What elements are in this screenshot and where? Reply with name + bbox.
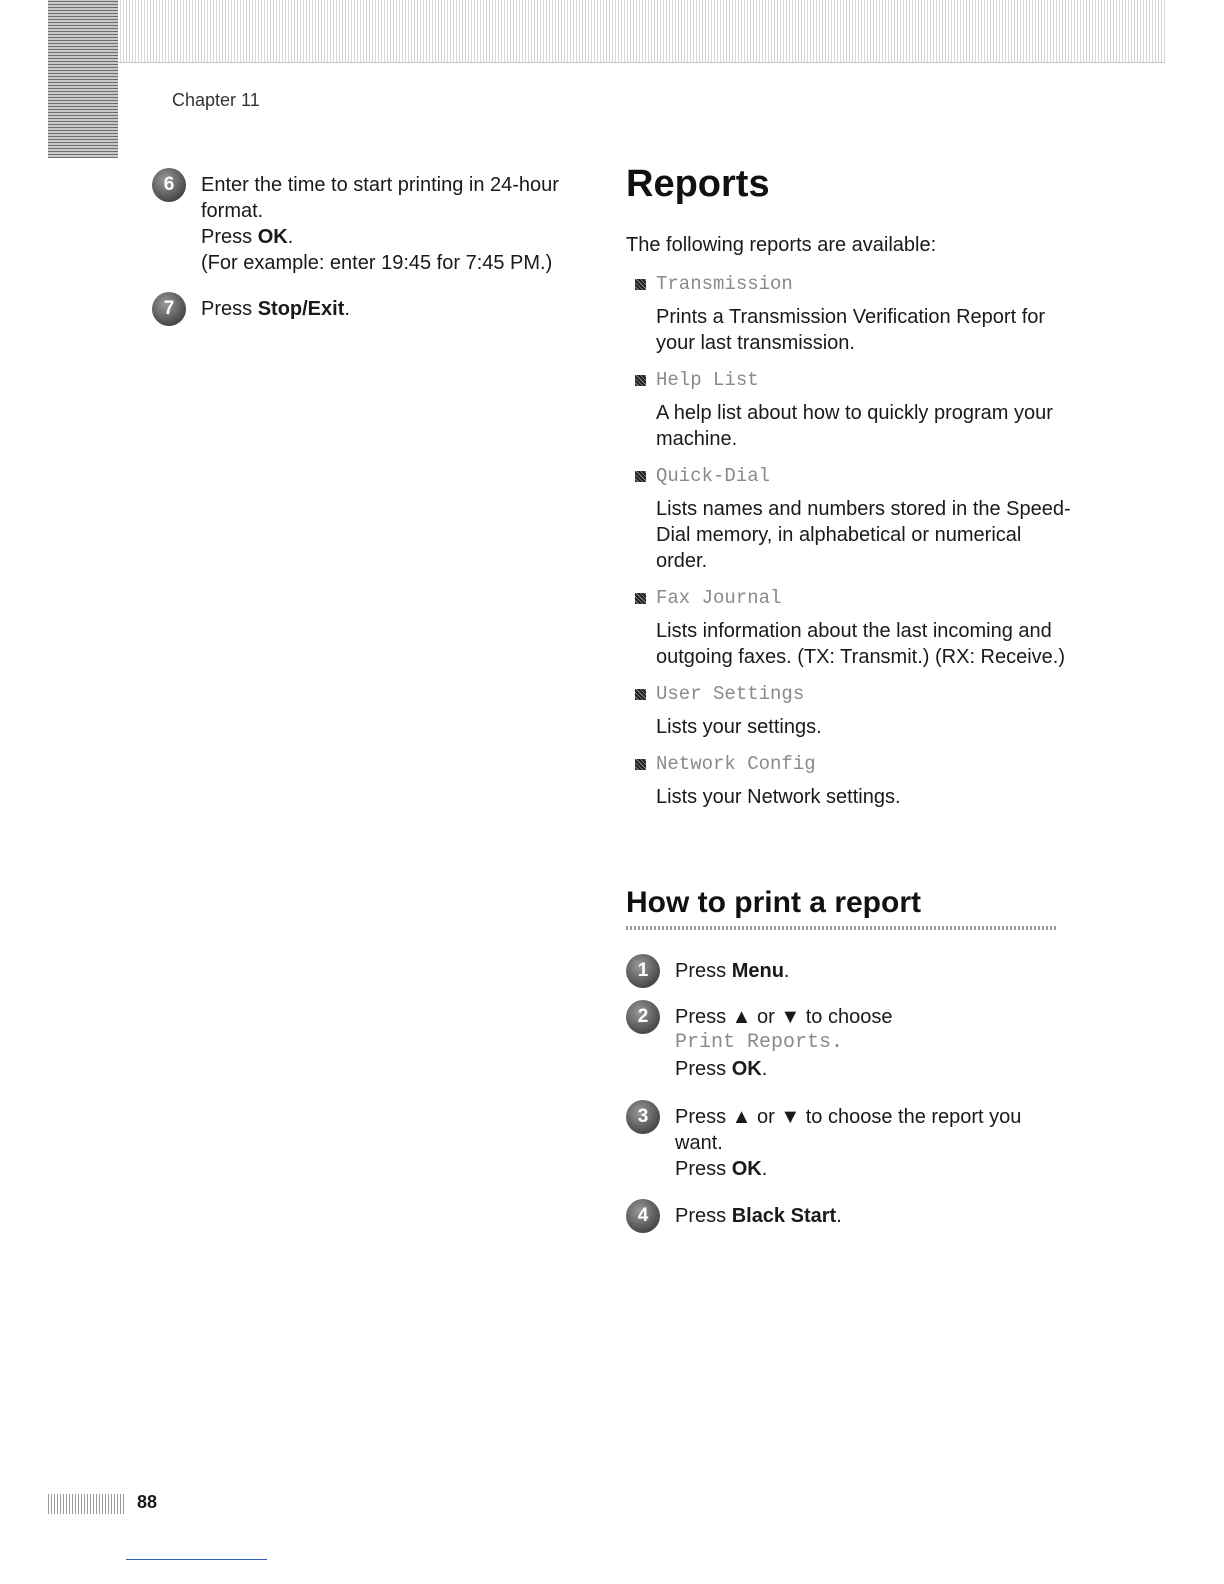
report-item-network-config (635, 750, 1095, 810)
step-text (675, 1004, 892, 1082)
footer-rule (126, 1559, 267, 1560)
step-number-badge: 3 (626, 1100, 660, 1134)
step-line: Press Menu. (675, 960, 790, 982)
step-number-badge: 6 (152, 168, 186, 202)
chapter-label: Chapter 11 (172, 90, 260, 110)
report-item-quick-dial (635, 462, 1095, 574)
step-line: want. (675, 1132, 723, 1154)
step-text (201, 172, 559, 276)
step-line: Press OK. (675, 1158, 768, 1180)
step-text (675, 958, 789, 984)
step-number-badge: 1 (626, 954, 660, 988)
header-band (48, 0, 1165, 63)
key-label: Menu (731, 960, 784, 982)
report-name: Help List (656, 369, 759, 391)
report-name: User Settings (656, 683, 805, 705)
key-label: Black Start (731, 1205, 837, 1227)
step-line: Press OK. (201, 226, 294, 248)
bullet-icon (635, 689, 646, 700)
report-name: Fax Journal (656, 587, 782, 609)
key-label: OK (731, 1158, 762, 1180)
report-item-user-settings (635, 680, 1095, 740)
key-label: Stop/Exit (257, 298, 345, 320)
lcd-menu-text: Print Reports. (675, 1031, 844, 1054)
report-item-fax-journal (635, 584, 1095, 670)
reports-intro: The following reports are available: (626, 234, 937, 256)
step-7 (152, 296, 582, 326)
step-line: Press Black Start. (675, 1205, 842, 1227)
step-line: Press Stop/Exit. (201, 298, 350, 320)
report-description: Lists your settings. (656, 716, 822, 738)
bullet-icon (635, 759, 646, 770)
step-6 (152, 172, 582, 276)
report-list (635, 270, 1095, 820)
report-description: Lists information about the last incoming and outgoing faxes. (TX: Transmit.) (RX: Receive.) (656, 620, 1066, 668)
step-line: format. (201, 200, 264, 222)
chapter-tab-block (48, 0, 118, 158)
key-label: OK (257, 226, 288, 248)
report-name: Transmission (656, 273, 793, 295)
step-line: (For example: enter 19:45 for 7:45 PM.) (201, 252, 553, 274)
report-description: Lists your Network settings. (656, 786, 901, 808)
step-text (675, 1104, 1021, 1182)
report-name: Quick-Dial (656, 465, 771, 487)
step-line: Press OK. (675, 1058, 768, 1080)
page-number: 88 (137, 1492, 158, 1512)
report-description: A help list about how to quickly program your machine. (656, 402, 1053, 450)
step-text (675, 1203, 842, 1229)
report-name: Network Config (656, 753, 816, 775)
report-item-help-list (635, 366, 1095, 452)
step-text (201, 296, 350, 322)
bullet-icon (635, 375, 646, 386)
step-line: Press ▲ or ▼ to choose (675, 1006, 893, 1028)
bullet-icon (635, 279, 646, 290)
key-label: OK (731, 1058, 762, 1080)
howto-step-1 (626, 958, 1086, 988)
bullet-icon (635, 593, 646, 604)
step-number-badge: 7 (152, 292, 186, 326)
step-line: Enter the time to start printing in 24-hour (201, 174, 559, 196)
step-number-badge: 2 (626, 1000, 660, 1034)
report-item-transmission (635, 270, 1095, 356)
report-description: Prints a Transmission Verification Report for your last transmission. (656, 306, 1046, 354)
step-line: Press ▲ or ▼ to choose the report you (675, 1106, 1022, 1128)
section-title-how-to-print: How to print a report (626, 886, 921, 919)
howto-step-4 (626, 1203, 1086, 1233)
bullet-icon (635, 471, 646, 482)
section-divider (626, 926, 1056, 930)
howto-step-3 (626, 1104, 1086, 1182)
step-number-badge: 4 (626, 1199, 660, 1233)
section-title-reports: Reports (626, 163, 770, 205)
footer-pattern (48, 1494, 126, 1514)
howto-step-2 (626, 1004, 1086, 1082)
report-description: Lists names and numbers stored in the Speed-Dial memory, in alphabetical or numerical order. (656, 498, 1071, 572)
